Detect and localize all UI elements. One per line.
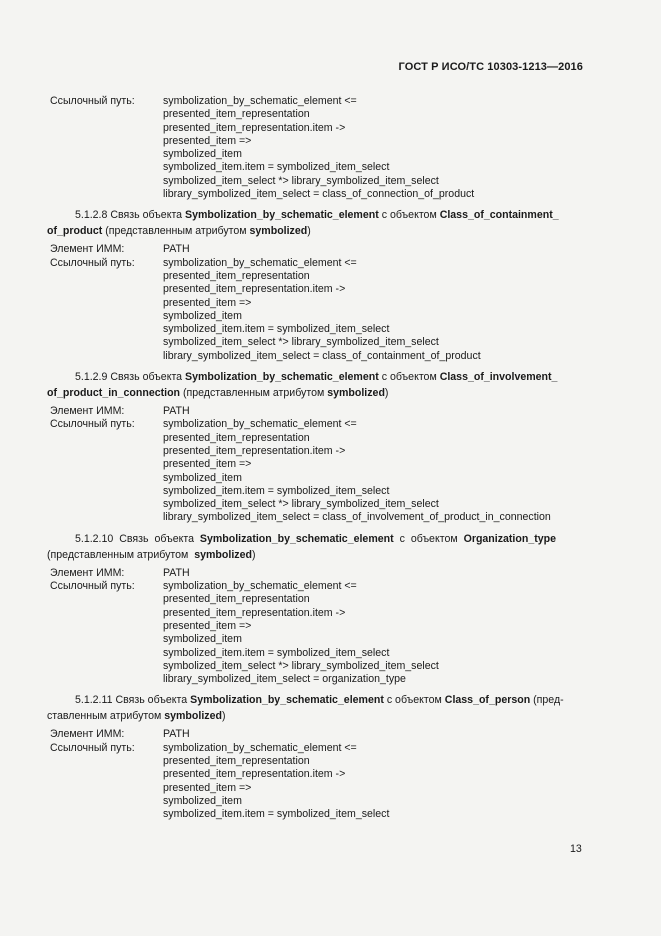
attribute-name: symbolized: [164, 710, 222, 723]
mim-element-value: PATH: [163, 728, 190, 741]
path-line: symbolized_item.item = symbolized_item_select: [163, 484, 390, 497]
target-entity-name-cont: of_product: [47, 225, 103, 238]
reference-path-lines: [163, 95, 583, 201]
path-line: presented_item_representation.item ->: [163, 606, 346, 619]
reference-path-block: [47, 257, 583, 363]
mim-element-label: Элемент ИММ:: [50, 728, 125, 741]
path-line: symbolized_item_select *> library_symbolized_item_select: [163, 174, 439, 187]
mim-element-block: [47, 728, 583, 741]
mim-element-label: Элемент ИММ:: [50, 405, 125, 418]
path-line: symbolized_item.item = symbolized_item_select: [163, 808, 390, 821]
path-line: symbolized_item: [163, 148, 242, 161]
path-line: symbolized_item: [163, 794, 242, 807]
reference-path-block: [47, 580, 583, 686]
path-line: library_symbolized_item_select = organization_type: [163, 673, 406, 686]
mim-element-value: PATH: [163, 566, 190, 579]
section-heading-5-1-2-11: 5.1.2.11 Связь объекта Symbolization_by_schematic_element с объектом Class_of_person (пред- ставленным атрибутом symbolized): [47, 694, 564, 723]
path-line: presented_item_representation.item ->: [163, 768, 346, 781]
page-number: 13: [570, 843, 582, 855]
section-heading-5-1-2-10: 5.1.2.10 Связь объекта Symbolization_by_schematic_element с объектом Organization_type (представленным атрибутом symbolized): [47, 532, 556, 561]
target-entity-name: Class_of_person: [444, 694, 531, 707]
path-line: symbolization_by_schematic_element <=: [163, 741, 357, 754]
path-line: presented_item =>: [163, 619, 252, 632]
target-entity-name: Class_of_involvement_: [439, 371, 558, 384]
path-line: symbolization_by_schematic_element <=: [163, 580, 357, 593]
mim-element-block: [47, 243, 583, 256]
entity-name: Symbolization_by_schematic_element: [185, 371, 379, 384]
target-entity-name: Organization_type: [463, 532, 556, 545]
path-line: presented_item =>: [163, 296, 252, 309]
mim-element-label: Элемент ИММ:: [50, 243, 125, 256]
path-line: presented_item_representation: [163, 754, 310, 767]
mim-element-block: [47, 405, 583, 418]
path-line: presented_item =>: [163, 458, 252, 471]
mim-element-label: Элемент ИММ:: [50, 566, 125, 579]
section-heading-5-1-2-8: 5.1.2.8 Связь объекта Symbolization_by_schematic_element с объектом Class_of_containment_ of_product (представленным атрибутом symbolized): [47, 209, 559, 238]
target-entity-name-cont: of_product_in_connection: [47, 387, 181, 400]
section-heading-5-1-2-9: 5.1.2.9 Связь объекта Symbolization_by_schematic_element с объектом Class_of_involvement_ of_product_in_connection (представленным атрибутом symbolized): [47, 371, 558, 400]
path-line: presented_item =>: [163, 134, 252, 147]
path-line: presented_item =>: [163, 781, 252, 794]
reference-path-block: [47, 742, 583, 822]
path-line: symbolized_item: [163, 633, 242, 646]
entity-name: Symbolization_by_schematic_element: [190, 694, 384, 707]
reference-path-label: Ссылочный путь:: [50, 741, 135, 754]
attribute-name: symbolized: [249, 225, 308, 238]
path-line: symbolization_by_schematic_element <=: [163, 418, 357, 431]
mim-element-value: PATH: [163, 405, 190, 418]
path-line: presented_item_representation.item ->: [163, 121, 346, 134]
path-line: presented_item_representation: [163, 593, 310, 606]
path-line: presented_item_representation: [163, 108, 310, 121]
path-line: library_symbolized_item_select = class_of_connection_of_product: [163, 188, 475, 201]
path-line: library_symbolized_item_select = class_of_containment_of_product: [163, 349, 481, 362]
path-line: symbolization_by_schematic_element <=: [163, 95, 357, 107]
reference-path-block: [47, 95, 583, 201]
reference-path-label: Ссылочный путь:: [50, 95, 135, 107]
path-line: presented_item_representation: [163, 269, 310, 282]
path-line: presented_item_representation.item ->: [163, 444, 346, 457]
path-line: library_symbolized_item_select = class_of_involvement_of_product_in_connection: [163, 511, 551, 524]
entity-name: Symbolization_by_schematic_element: [199, 532, 394, 545]
path-line: symbolization_by_schematic_element <=: [163, 256, 357, 269]
path-line: symbolized_item: [163, 471, 242, 484]
reference-path-block: [47, 418, 583, 524]
path-line: symbolized_item: [163, 309, 242, 322]
target-entity-name: Class_of_containment_: [439, 209, 559, 222]
path-line: presented_item_representation.item ->: [163, 283, 346, 296]
page-content: [47, 95, 583, 821]
attribute-name: symbolized: [194, 548, 252, 561]
reference-path-label: Ссылочный путь:: [50, 580, 135, 593]
mim-element-block: [47, 567, 583, 580]
page-header-standard: ГОСТ Р ИСО/ТС 10303-1213—2016: [398, 61, 583, 73]
path-line: symbolized_item_select *> library_symbolized_item_select: [163, 498, 439, 511]
path-line: symbolized_item_select *> library_symbolized_item_select: [163, 336, 439, 349]
attribute-name: symbolized: [327, 387, 385, 400]
path-line: symbolized_item.item = symbolized_item_select: [163, 161, 390, 174]
path-line: symbolized_item.item = symbolized_item_select: [163, 323, 390, 336]
path-line: presented_item_representation: [163, 431, 310, 444]
path-line: symbolized_item_select *> library_symbolized_item_select: [163, 659, 439, 672]
mim-element-value: PATH: [163, 243, 190, 256]
reference-path-label: Ссылочный путь:: [50, 418, 135, 431]
path-line: symbolized_item.item = symbolized_item_select: [163, 646, 390, 659]
reference-path-label: Ссылочный путь:: [50, 256, 135, 269]
entity-name: Symbolization_by_schematic_element: [185, 209, 379, 222]
